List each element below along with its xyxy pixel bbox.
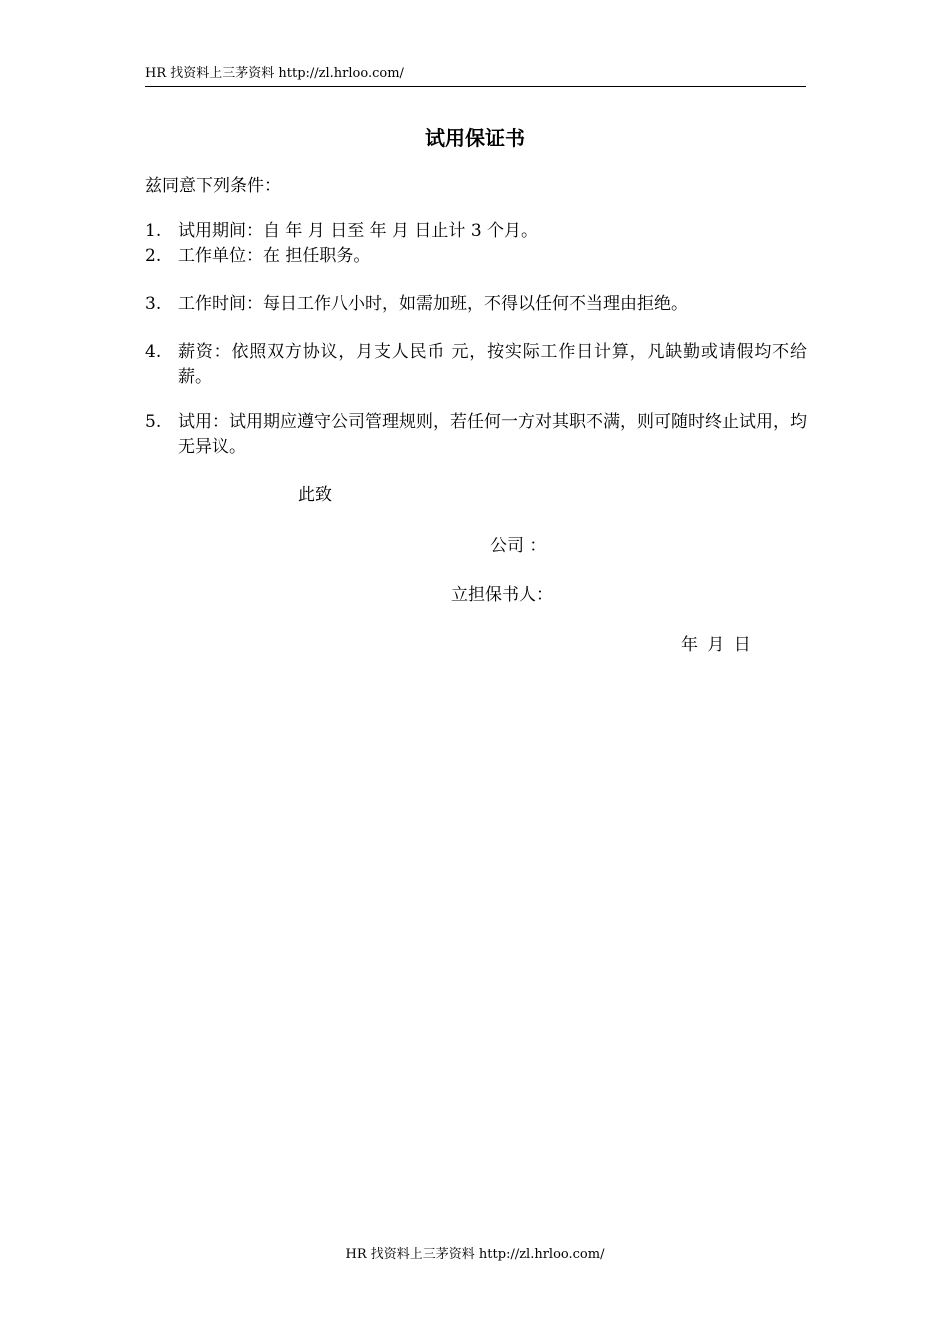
condition-item-1 bbox=[145, 219, 807, 244]
item-number: 3. bbox=[145, 294, 162, 314]
company-label: 公司 ： bbox=[490, 536, 547, 556]
page-footer: HR 找资料上三茅资料 http://zl.hrloo.com/ bbox=[345, 1247, 605, 1262]
item-number: 4. bbox=[145, 342, 162, 362]
document-title: 试用保证书 bbox=[425, 126, 525, 150]
guarantor-label: 立担保书人： bbox=[451, 585, 553, 605]
item-text: 工作时间：每日工作八小时，如需加班，不得以任何不当理由拒绝。 bbox=[178, 294, 688, 314]
intro-text: 兹同意下列条件： bbox=[145, 176, 281, 196]
condition-item-4 bbox=[145, 340, 807, 390]
item-number: 2. bbox=[145, 246, 162, 266]
item-number: 1. bbox=[145, 221, 162, 241]
page-header: HR 找资料上三茅资料 http://zl.hrloo.com/ bbox=[145, 66, 806, 87]
item-text: 薪资：依照双方协议，月支人民币 元，按实际工作日计算，凡缺勤或请假均不给薪。 bbox=[178, 342, 807, 387]
date-line: 年 月 日 bbox=[681, 635, 753, 655]
closing-salutation: 此致 bbox=[298, 485, 332, 505]
item-text: 试用期间：自 年 月 日至 年 月 日止计 3 个月。 bbox=[178, 221, 539, 241]
condition-item-5 bbox=[145, 410, 807, 460]
item-text: 工作单位：在 担任职务。 bbox=[178, 246, 371, 266]
condition-item-2 bbox=[145, 244, 807, 269]
condition-item-3 bbox=[145, 292, 807, 317]
item-number: 5. bbox=[145, 412, 162, 432]
item-text: 试用：试用期应遵守公司管理规则，若任何一方对其职不满，则可随时终止试用，均无异议。 bbox=[178, 412, 807, 457]
